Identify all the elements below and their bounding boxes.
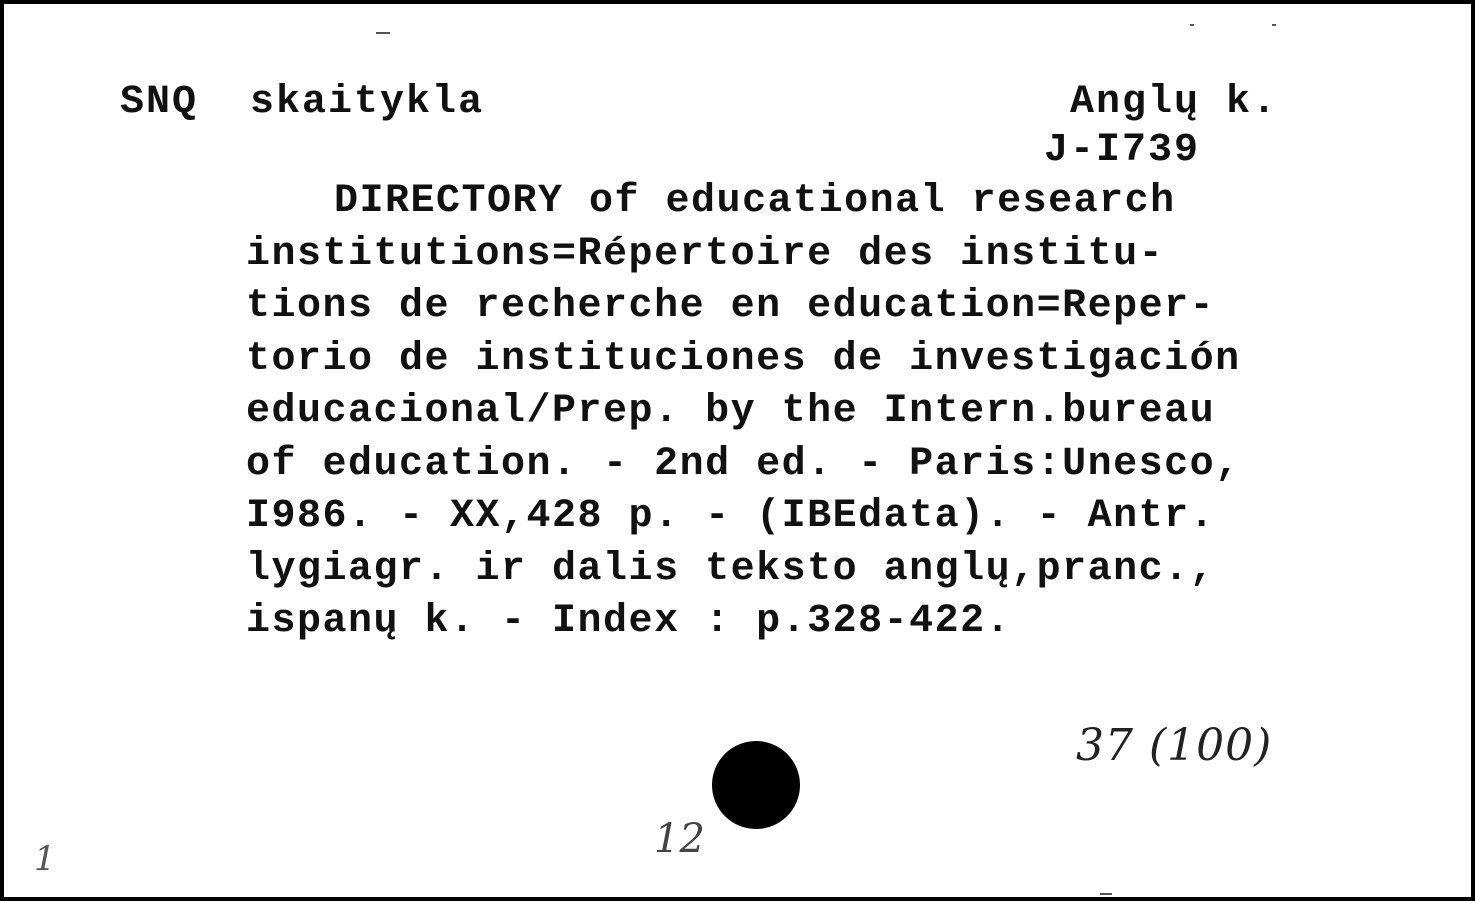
description-line: DIRECTORY of educational research (334, 179, 1176, 224)
bibliographic-description (246, 176, 1456, 649)
location-code: SNQ (120, 80, 199, 125)
punch-hole (712, 741, 800, 829)
shelf-mark: J-I739 (1044, 128, 1201, 173)
description-line: ispanų k. - Index : p.328-422. (246, 599, 1012, 644)
description-line: institutions=Répertoire des institu- (246, 231, 1165, 277)
location-header (120, 80, 484, 126)
scan-speck (376, 32, 390, 34)
description-line: lygiagr. ir dalis teksto anglų,pranc., (246, 546, 1216, 592)
handwritten-corner-mark: 1 (34, 839, 56, 879)
scan-speck (1100, 893, 1112, 895)
description-line: of education. - 2nd ed. - Paris:Unesco, (246, 441, 1241, 487)
description-line: educacional/Prep. by the Intern.bureau (246, 389, 1216, 434)
scan-speck (1190, 24, 1194, 26)
handwritten-count-note: 37 (100) (1076, 720, 1273, 771)
description-line: torio de instituciones de investigación (246, 336, 1241, 382)
language-note: Anglų k. (1070, 80, 1279, 125)
location-name: skaitykla (250, 80, 485, 125)
description-line: tions de recherche en education=Reper- (246, 284, 1216, 329)
scan-speck (1272, 24, 1276, 26)
handwritten-bottom-note: 12 (654, 816, 705, 862)
description-line: I986. - XX,428 p. - (IBEdata). - Antr. (246, 494, 1216, 539)
